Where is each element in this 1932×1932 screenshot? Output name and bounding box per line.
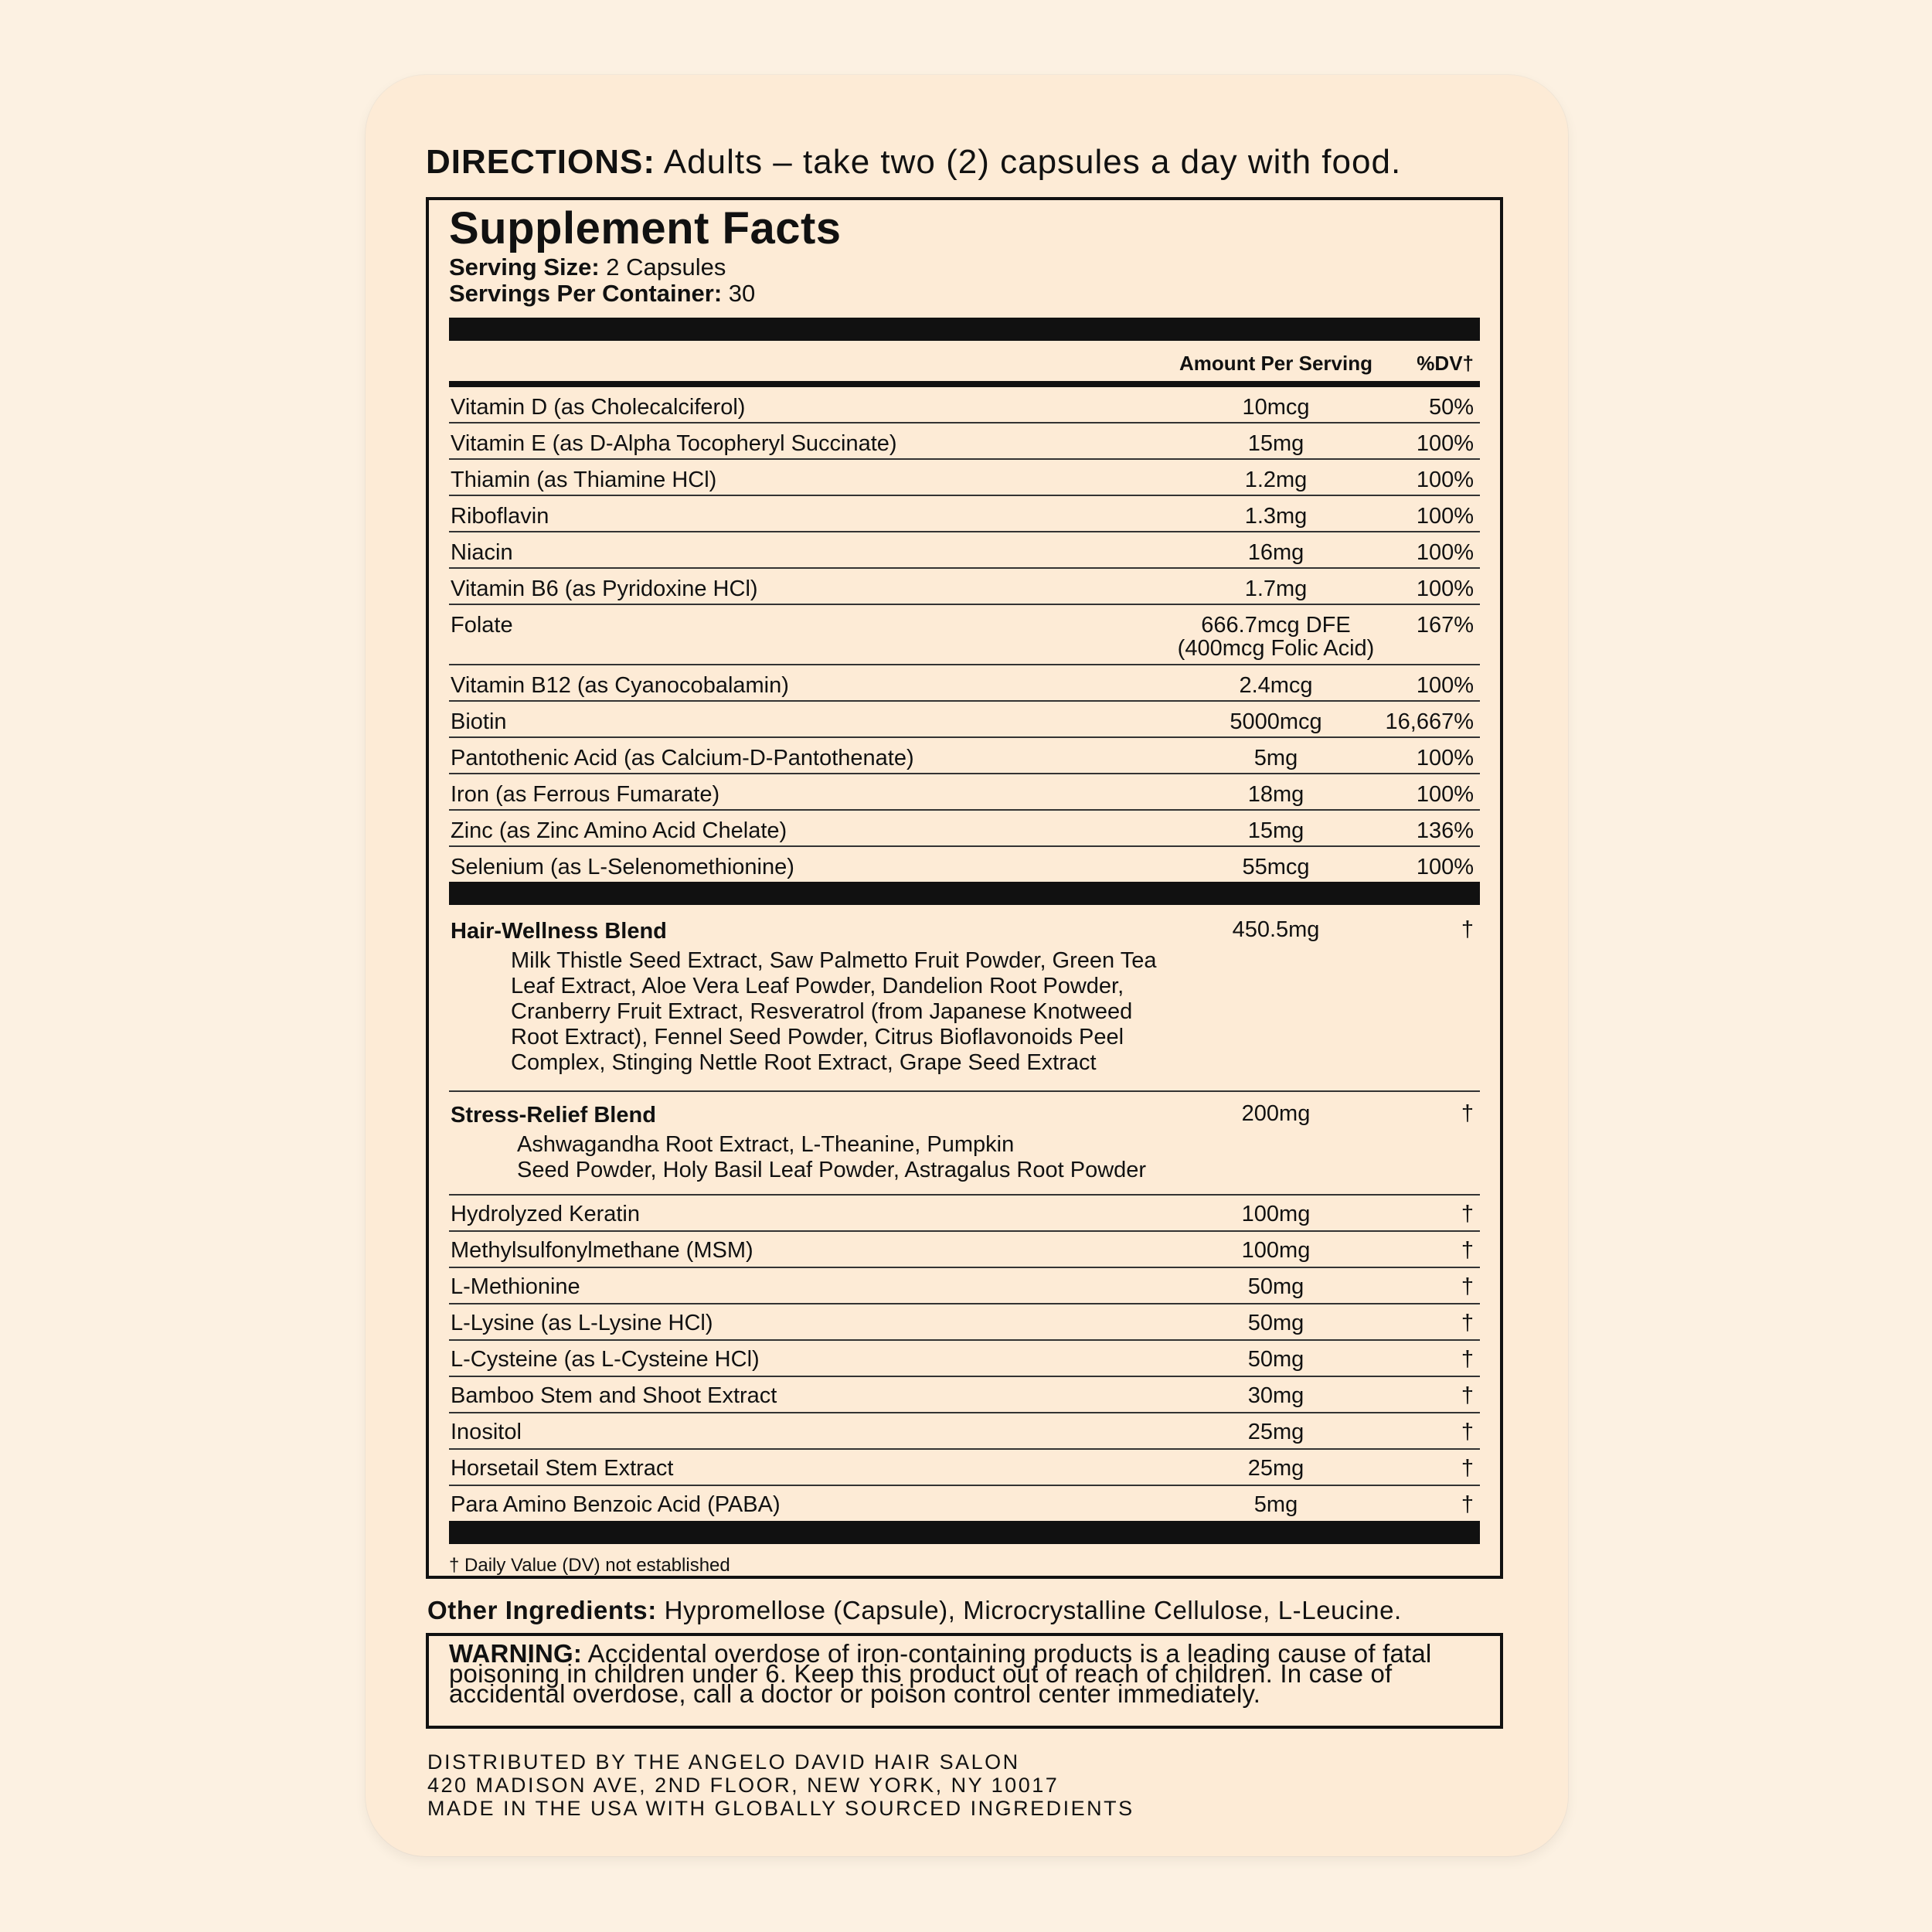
nutrient-dv: 167% <box>1416 613 1474 638</box>
nutrient-amount: 15mg <box>1247 818 1304 843</box>
warning-text: Accidental overdose of iron-containing products is a leading cause of fatal poisoning in children under 6. Keep this product out of reach of children. In case of accidental overdose, call a doctor or poison control center immediately. <box>449 1639 1432 1708</box>
dv-footnote: † Daily Value (DV) not established <box>449 1555 730 1576</box>
nutrient-row <box>449 702 1480 738</box>
ingredient-dv: † <box>1461 1456 1474 1481</box>
blend-name: Stress-Relief Blend <box>451 1103 656 1128</box>
blend-row <box>449 1092 1480 1196</box>
blend-row <box>449 905 1480 1092</box>
nutrient-dv: 100% <box>1416 746 1474 770</box>
ingredient-row <box>449 1413 1480 1450</box>
nutrient-amount: 18mg <box>1247 782 1304 807</box>
blend-amount: 200mg <box>1241 1101 1311 1126</box>
nutrient-name: Biotin <box>451 709 507 734</box>
divider-thick <box>449 318 1480 341</box>
nutrient-dv: 100% <box>1416 540 1474 565</box>
ingredient-amount: 100mg <box>1241 1238 1311 1263</box>
nutrient-row <box>449 605 1480 665</box>
divider-medium <box>449 381 1480 387</box>
serving-size-label: Serving Size: <box>449 253 600 281</box>
warning-box <box>426 1633 1503 1729</box>
nutrient-row <box>449 665 1480 702</box>
nutrient-amount: 1.7mg <box>1244 577 1308 601</box>
nutrient-dv: 136% <box>1416 818 1474 843</box>
blend-ingredient-line: Cranberry Fruit Extract, Resveratrol (from Japanese Knotweed <box>511 999 1133 1024</box>
divider-thick <box>449 1521 1480 1544</box>
nutrient-dv: 100% <box>1416 431 1474 456</box>
serving-size-value: 2 Capsules <box>599 253 726 281</box>
ingredient-name: L-Lysine (as L-Lysine HCl) <box>451 1311 713 1335</box>
directions-text: Adults – take two (2) capsules a day with food. <box>655 143 1402 181</box>
nutrient-row <box>449 847 1480 882</box>
nutrient-amount: 1.3mg <box>1244 504 1308 529</box>
nutrient-name: Niacin <box>451 540 513 565</box>
nutrient-dv: 100% <box>1416 782 1474 807</box>
ingredient-amount: 25mg <box>1247 1456 1304 1481</box>
nutrient-row <box>449 496 1480 532</box>
nutrient-dv: 100% <box>1416 504 1474 529</box>
ingredient-name: Methylsulfonylmethane (MSM) <box>451 1238 753 1263</box>
nutrient-name: Riboflavin <box>451 504 549 529</box>
nutrient-dv: 100% <box>1416 577 1474 601</box>
nutrient-amount: 16mg <box>1247 540 1304 565</box>
nutrient-name: Zinc (as Zinc Amino Acid Chelate) <box>451 818 787 843</box>
ingredient-row <box>449 1196 1480 1232</box>
blend-amount: 450.5mg <box>1232 917 1320 942</box>
ingredient-dv: † <box>1461 1311 1474 1335</box>
ingredient-name: L-Methionine <box>451 1274 580 1299</box>
ingredient-name: Bamboo Stem and Shoot Extract <box>451 1383 777 1408</box>
blend-ingredient-line: Leaf Extract, Aloe Vera Leaf Powder, Dandelion Root Powder, <box>511 974 1124 998</box>
nutrient-name: Pantothenic Acid (as Calcium-D-Pantothenate) <box>451 746 914 770</box>
directions <box>426 143 1523 182</box>
ingredient-dv: † <box>1461 1202 1474 1226</box>
directions-label: DIRECTIONS: <box>426 143 655 181</box>
ingredient-name: Horsetail Stem Extract <box>451 1456 674 1481</box>
supplement-facts-panel <box>426 197 1503 1579</box>
warning-label: WARNING: <box>449 1639 583 1668</box>
nutrient-row <box>449 569 1480 605</box>
nutrient-amount: 10mcg <box>1242 395 1310 420</box>
nutrient-name: Iron (as Ferrous Fumarate) <box>451 782 720 807</box>
blend-ingredient-line: Ashwagandha Root Extract, L-Theanine, Pumpkin <box>517 1132 1015 1157</box>
nutrient-amount: 55mcg <box>1242 855 1310 879</box>
ingredient-amount: 50mg <box>1247 1311 1304 1335</box>
column-dv-header: %DV† <box>1417 352 1474 375</box>
nutrient-row <box>449 423 1480 460</box>
address-line: 420 MADISON AVE, 2ND FLOOR, NEW YORK, NY 10017 <box>427 1774 1060 1797</box>
ingredient-row <box>449 1377 1480 1413</box>
nutrient-amount-detail: (400mcg Folic Acid) <box>1177 636 1375 661</box>
other-ingredient-list <box>449 1196 1480 1521</box>
nutrient-amount: 666.7mcg DFE <box>1201 613 1351 638</box>
distributor-info <box>427 1750 1134 1820</box>
nutrient-row <box>449 811 1480 847</box>
servings-label: Servings Per Container: <box>449 280 723 307</box>
column-header <box>449 341 1480 381</box>
nutrient-name: Thiamin (as Thiamine HCl) <box>451 468 717 492</box>
ingredient-amount: 100mg <box>1241 1202 1311 1226</box>
ingredient-row <box>449 1304 1480 1341</box>
nutrient-amount: 2.4mcg <box>1239 673 1313 698</box>
nutrient-dv: 16,667% <box>1385 709 1474 734</box>
ingredient-dv: † <box>1461 1347 1474 1372</box>
label-card <box>366 75 1568 1856</box>
blend-ingredient-line: Complex, Stinging Nettle Root Extract, Grape Seed Extract <box>511 1050 1097 1075</box>
divider-thick <box>449 882 1480 905</box>
other-ingredients-text: Hypromellose (Capsule), Microcrystalline Cellulose, L-Leucine. <box>656 1596 1402 1624</box>
ingredient-dv: † <box>1461 1238 1474 1263</box>
nutrient-name: Vitamin D (as Cholecalciferol) <box>451 395 746 420</box>
nutrient-row <box>449 460 1480 496</box>
blend-ingredient-line: Root Extract), Fennel Seed Powder, Citrus Bioflavonoids Peel <box>511 1025 1124 1049</box>
ingredient-amount: 50mg <box>1247 1274 1304 1299</box>
ingredient-dv: † <box>1461 1274 1474 1299</box>
nutrient-row <box>449 738 1480 774</box>
ingredient-name: Hydrolyzed Keratin <box>451 1202 640 1226</box>
nutrient-row <box>449 387 1480 423</box>
ingredient-amount: 25mg <box>1247 1420 1304 1444</box>
blend-dv: † <box>1461 1101 1474 1126</box>
nutrient-dv: 50% <box>1428 395 1474 420</box>
servings-per-container <box>449 281 1480 307</box>
ingredient-name: L-Cysteine (as L-Cysteine HCl) <box>451 1347 760 1372</box>
ingredient-dv: † <box>1461 1420 1474 1444</box>
nutrient-name: Vitamin B12 (as Cyanocobalamin) <box>451 673 789 698</box>
nutrient-row <box>449 532 1480 569</box>
other-ingredients <box>427 1596 1402 1625</box>
ingredient-dv: † <box>1461 1383 1474 1408</box>
blend-ingredient-line: Milk Thistle Seed Extract, Saw Palmetto Fruit Powder, Green Tea <box>511 948 1157 973</box>
ingredient-name: Para Amino Benzoic Acid (PABA) <box>451 1492 781 1517</box>
ingredient-amount: 30mg <box>1247 1383 1304 1408</box>
nutrient-amount: 5000mcg <box>1230 709 1322 734</box>
ingredient-amount: 50mg <box>1247 1347 1304 1372</box>
ingredient-name: Inositol <box>451 1420 522 1444</box>
column-amount-header: Amount Per Serving <box>1179 352 1372 375</box>
nutrient-name: Vitamin E (as D-Alpha Tocopheryl Succinate) <box>451 431 897 456</box>
ingredient-amount: 5mg <box>1253 1492 1298 1517</box>
blend-ingredient-line: Seed Powder, Holy Basil Leaf Powder, Astragalus Root Powder <box>517 1158 1147 1182</box>
nutrient-dv: 100% <box>1416 855 1474 879</box>
origin-line: MADE IN THE USA WITH GLOBALLY SOURCED INGREDIENTS <box>427 1797 1134 1820</box>
ingredient-row <box>449 1341 1480 1377</box>
other-ingredients-label: Other Ingredients: <box>427 1596 657 1624</box>
nutrient-dv: 100% <box>1416 468 1474 492</box>
nutrient-dv: 100% <box>1416 673 1474 698</box>
ingredient-row <box>449 1268 1480 1304</box>
nutrient-amount: 1.2mg <box>1244 468 1308 492</box>
servings-value: 30 <box>722 280 756 307</box>
ingredient-row <box>449 1232 1480 1268</box>
ingredient-dv: † <box>1461 1492 1474 1517</box>
vitamin-list <box>449 387 1480 882</box>
nutrient-name: Folate <box>451 613 513 638</box>
blend-list <box>449 905 1480 1196</box>
distributor-line: DISTRIBUTED BY THE ANGELO DAVID HAIR SALON <box>427 1750 1020 1774</box>
nutrient-amount: 5mg <box>1253 746 1298 770</box>
nutrient-amount: 15mg <box>1247 431 1304 456</box>
ingredient-row <box>449 1450 1480 1486</box>
nutrient-name: Selenium (as L-Selenomethionine) <box>451 855 794 879</box>
blend-name: Hair-Wellness Blend <box>451 919 667 944</box>
ingredient-row <box>449 1486 1480 1521</box>
facts-title: Supplement Facts <box>449 203 842 253</box>
nutrient-row <box>449 774 1480 811</box>
nutrient-name: Vitamin B6 (as Pyridoxine HCl) <box>451 577 758 601</box>
blend-dv: † <box>1461 917 1474 942</box>
serving-size <box>449 254 1480 281</box>
